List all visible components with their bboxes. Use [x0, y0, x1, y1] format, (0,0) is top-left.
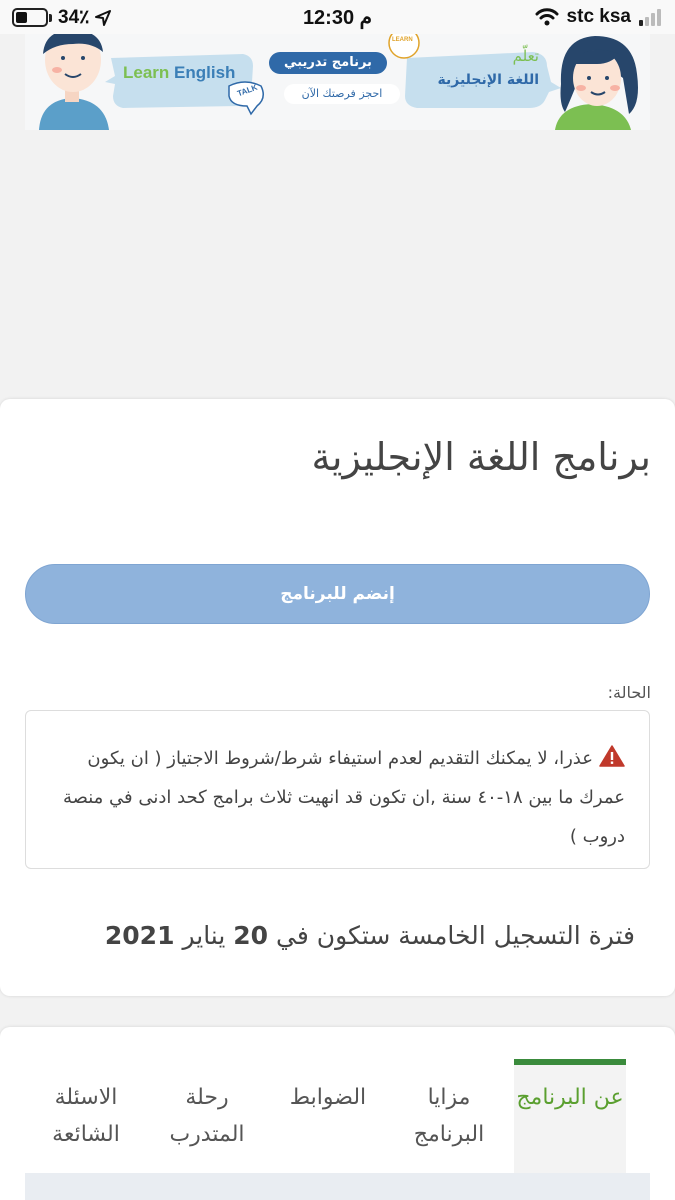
promo-banner[interactable]: [25, 34, 650, 130]
status-right: [535, 6, 661, 28]
tab-faq[interactable]: الاسئلة الشائعة: [52, 1085, 120, 1147]
registration-day: 20: [233, 921, 269, 950]
banner-book-now: احجز فرصتك الآن: [284, 84, 400, 104]
tab-panel: [25, 1173, 650, 1200]
program-card: [0, 399, 675, 996]
join-program-button[interactable]: إنضم للبرنامج: [25, 564, 650, 624]
tab-about-program[interactable]: عن البرنامج: [514, 1059, 626, 1175]
carrier-name: stc ksa: [566, 6, 631, 27]
page-title: برنامج اللغة الإنجليزية: [311, 435, 651, 479]
tab-program-benefits[interactable]: مزايا البرنامج: [413, 1085, 485, 1147]
tab-regulations[interactable]: الضوابط: [289, 1085, 367, 1110]
banner-learn-ar: تعلّم: [512, 47, 539, 65]
registration-note-prefix: فترة التسجيل الخامسة ستكون في: [276, 921, 635, 950]
registration-month: يناير: [182, 921, 226, 950]
alert-message: عذرا، لا يمكنك التقديم لعدم استيفاء شرط/شروط الاجتياز ( ان يكون عمرك ما بين ١٨-٤٠ سنة ,ان تكون قد انهيت ثلاث برامج كحد ادنى في منصة دروب ): [62, 748, 625, 847]
banner-talk-badge: TALK: [236, 82, 259, 99]
program-tabs: [30, 1059, 626, 1175]
tabs-card: [0, 1027, 675, 1200]
registration-year: 2021: [104, 921, 175, 950]
banner-english-language-ar: اللغة الإنجليزية: [437, 72, 539, 88]
status-bar: [0, 0, 675, 34]
status-time: 12:30 م: [302, 7, 373, 29]
battery-percent: 34٪: [58, 7, 90, 28]
registration-note: [105, 921, 635, 950]
banner-program-pill: برنامج تدريبي: [269, 52, 387, 74]
signal-icon: [639, 9, 661, 26]
banner-learn-badge: LEARN: [392, 37, 413, 43]
status-label: الحالة:: [607, 683, 651, 702]
tab-trainee-journey[interactable]: رحلة المتدرب: [169, 1085, 245, 1147]
banner-learn-english: Learn English: [123, 63, 236, 82]
warning-icon: [599, 745, 625, 767]
banner-illustration: [25, 34, 650, 130]
alert-text: [45, 739, 625, 856]
wifi-icon: [535, 8, 559, 26]
status-alert: [25, 710, 650, 869]
